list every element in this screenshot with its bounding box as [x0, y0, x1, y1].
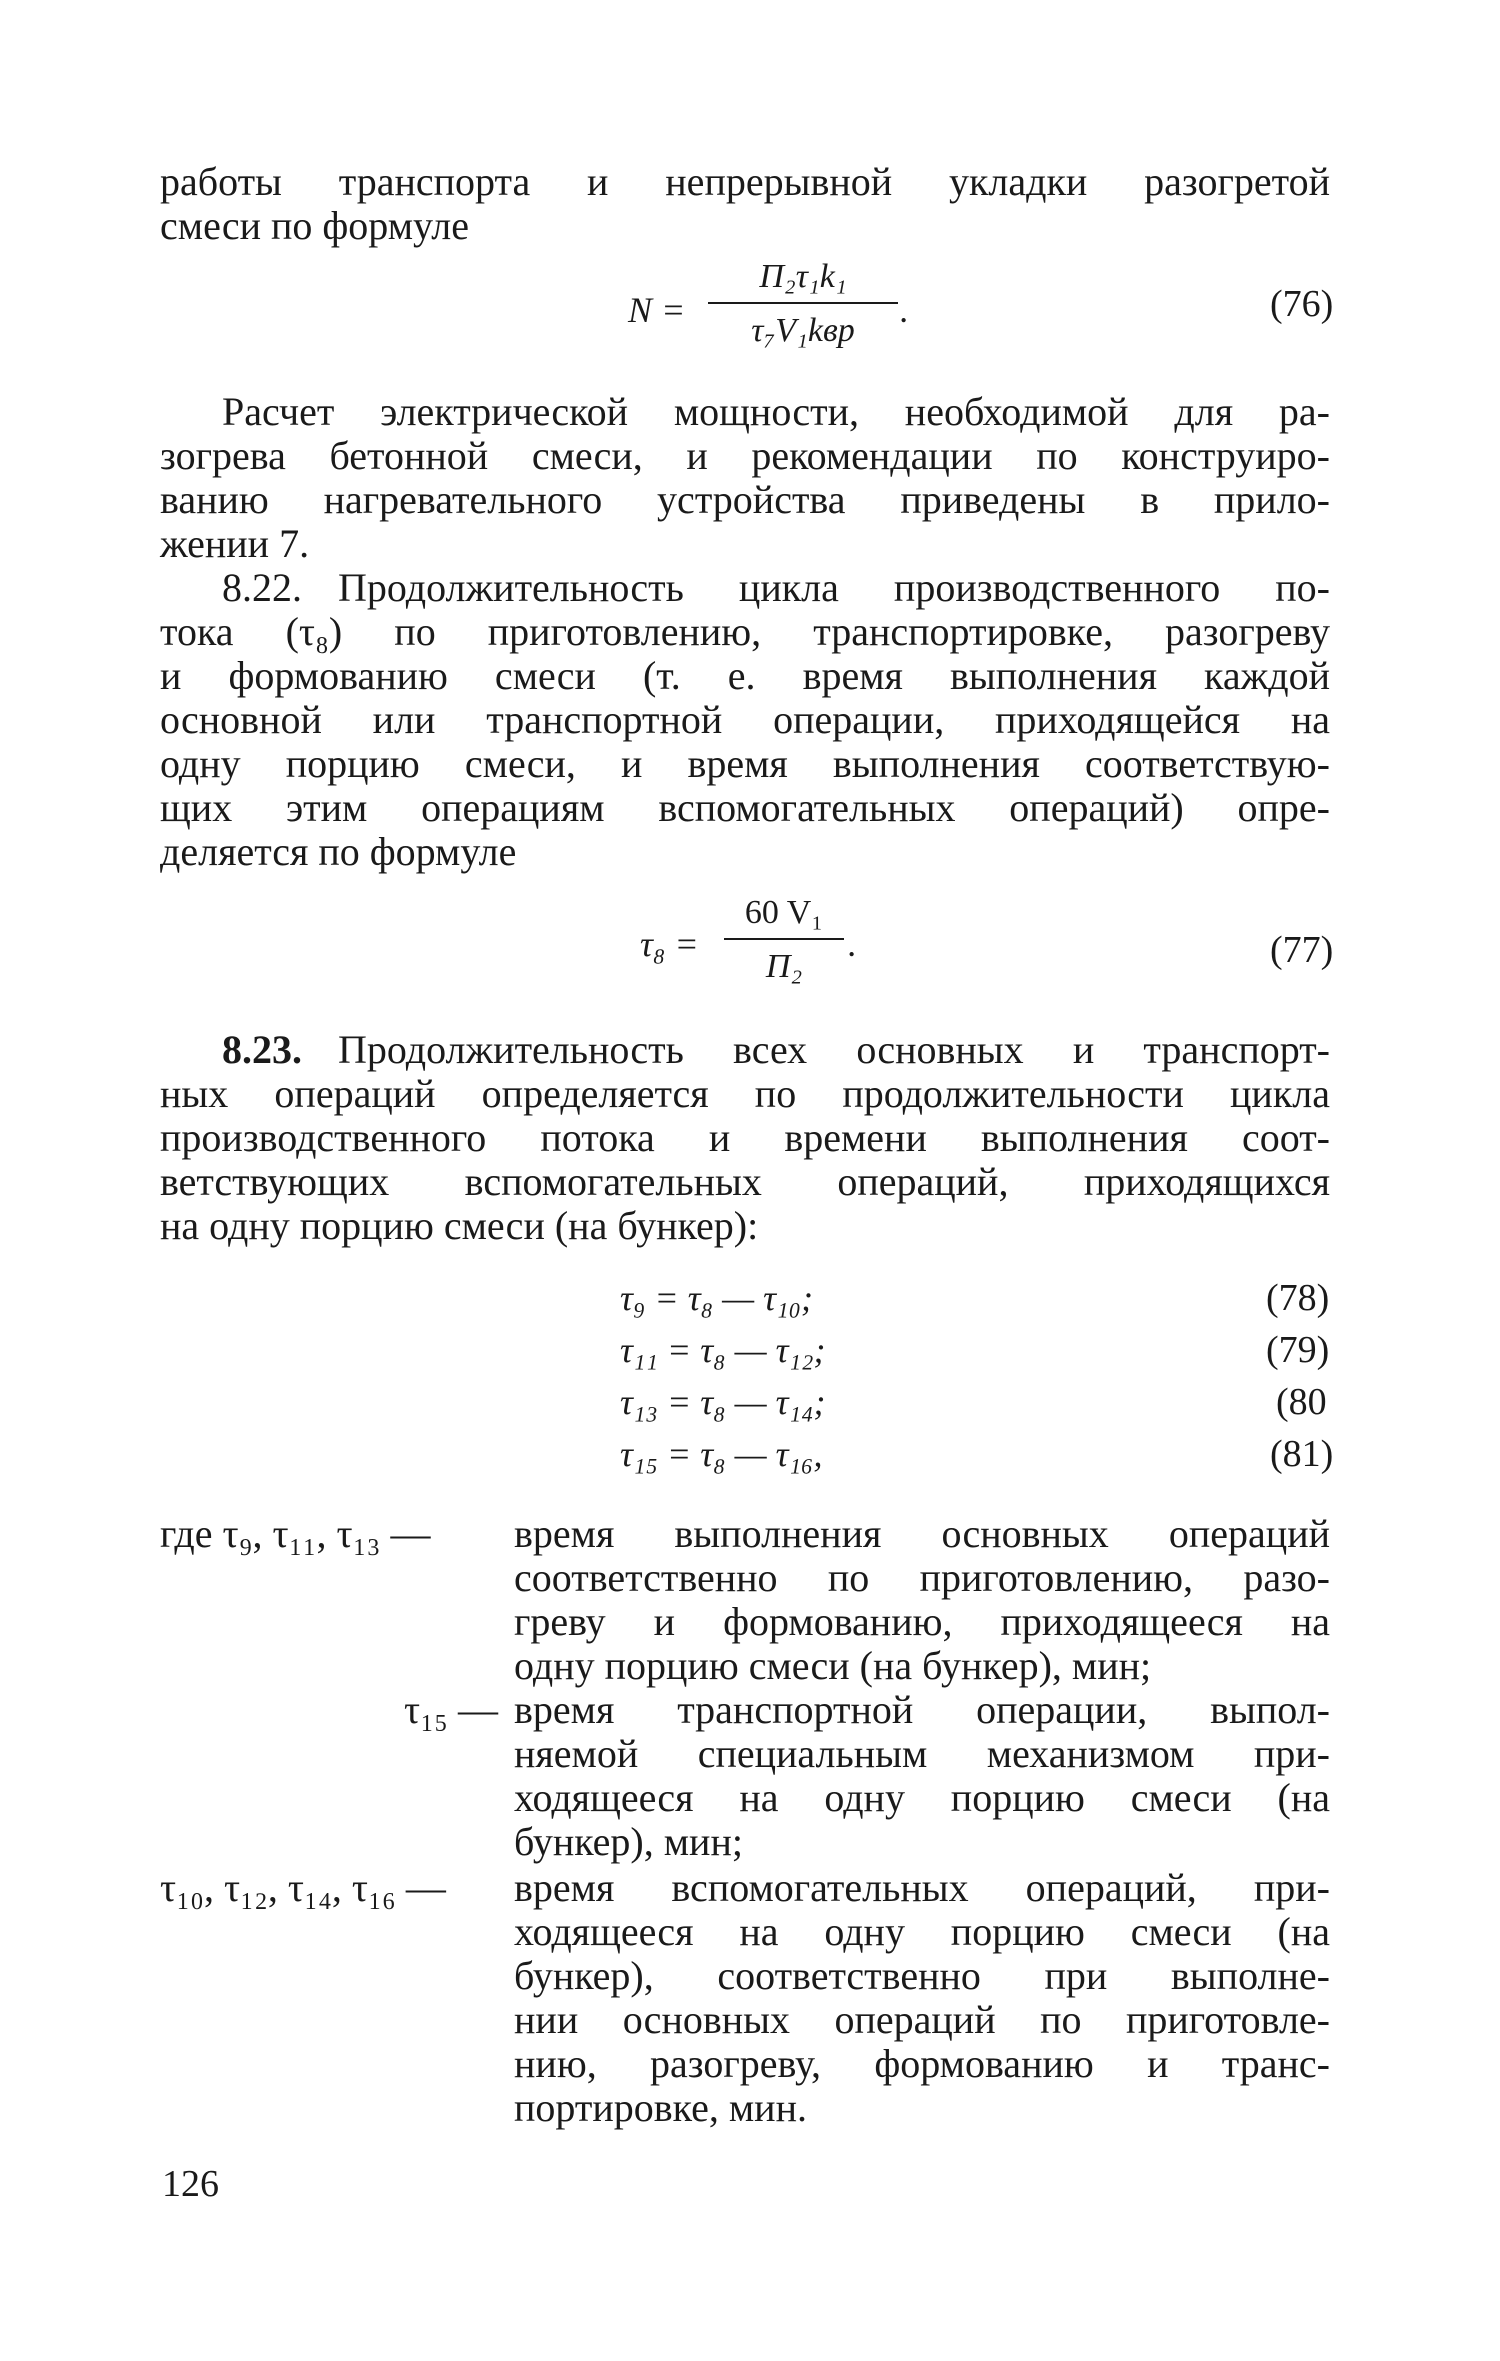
section-822-line-1: Продолжительность цикла производственного по- — [338, 565, 1330, 610]
eq79-formula: τ₁₁ = τ₈ — τ₁₂; — [620, 1330, 826, 1370]
definition-2-line-3: ходящееся на одну порцию смеси (на — [514, 1775, 1330, 1820]
eq78-number: (78) — [1266, 1277, 1330, 1319]
definition-1-line-1: время выполнения основных операций — [514, 1511, 1330, 1556]
eq77-number: (77) — [1270, 929, 1334, 971]
section-823-line-1: Продолжительность всех основных и транспорт- — [338, 1027, 1330, 1072]
section-822-line-6: щих этим операциям вспомогательных операций) опре- — [160, 785, 1330, 830]
eq76-denominator: τ₇V₁kвр — [751, 312, 855, 349]
section-822-line-2: тока (τ₈) по приготовлению, транспортировке, разогреву — [160, 609, 1330, 654]
definition-1-line-2: соответственно по приготовлению, разо- — [514, 1555, 1330, 1600]
section-822-line-4: основной или транспортной операции, приходящейся на — [160, 697, 1330, 742]
page-number: 126 — [162, 2163, 219, 2205]
intro-line-1: работы транспорта и непрерывной укладки разогретой — [160, 159, 1330, 204]
eq77-fraction-bar — [724, 938, 844, 940]
eq76-numerator: П₂τ₁k₁ — [759, 258, 847, 295]
definition-3-line-3: бункер), соответственно при выполне- — [514, 1953, 1330, 1998]
eq80-formula: τ₁₃ = τ₈ — τ₁₄; — [620, 1382, 826, 1422]
para-calc-line-2: зогрева бетонной смеси, и рекомендации по конструиро- — [160, 433, 1330, 478]
definition-3-line-5: нию, разогреву, формованию и транс- — [514, 2041, 1330, 2086]
definition-1-line-3: греву и формованию, приходящееся на — [514, 1599, 1330, 1644]
definition-3-line-4: нии основных операций по приготовле- — [514, 1997, 1330, 2042]
definition-2-term: τ₁₅ — — [404, 1687, 498, 1732]
eq81-number: (81) — [1270, 1433, 1334, 1475]
definition-2-line-4: бункер), мин; — [514, 1819, 743, 1864]
section-822-line-7: деляется по формуле — [160, 829, 517, 874]
definition-3-line-1: время вспомогательных операций, при- — [514, 1865, 1330, 1910]
section-823-line-3: производственного потока и времени выполнения соот- — [160, 1115, 1330, 1160]
section-823-line-2: ных операций определяется по продолжительности цикла — [160, 1071, 1330, 1116]
eq77-denominator: П₂ — [765, 948, 803, 985]
eq77-lhs: τ₈ = — [640, 924, 699, 964]
eq76-tail: . — [900, 290, 909, 330]
eq80-number: (80 — [1276, 1381, 1327, 1423]
section-823-line-5: на одну порцию смеси (на бункер): — [160, 1203, 759, 1248]
para-calc-line-3: ванию нагревательного устройства приведены в прило- — [160, 477, 1330, 522]
intro-line-2: смеси по формуле — [160, 203, 469, 248]
section-823-line-4: ветствующих вспомогательных операций, приходящихся — [160, 1159, 1330, 1204]
section-823-number: 8.23. — [222, 1027, 302, 1072]
definition-3-line-6: портировке, мин. — [514, 2085, 807, 2130]
definition-3-term: τ₁₀, τ₁₂, τ₁₄, τ₁₆ — — [160, 1865, 446, 1910]
eq76-number: (76) — [1270, 283, 1334, 325]
definition-3-line-2: ходящееся на одну порцию смеси (на — [514, 1909, 1330, 1954]
section-822-line-3: и формованию смеси (т. е. время выполнения каждой — [160, 653, 1330, 698]
eq77-tail: . — [848, 924, 857, 964]
definition-1-line-4: одну порцию смеси (на бункер), мин; — [514, 1643, 1152, 1688]
eq77-numerator: 60 V₁ — [744, 894, 824, 931]
definition-2-line-1: время транспортной операции, выпол- — [514, 1687, 1330, 1732]
eq76-lhs: N = — [628, 290, 686, 330]
eq79-number: (79) — [1266, 1329, 1330, 1371]
definition-1-term: где τ₉, τ₁₁, τ₁₃ — — [160, 1511, 431, 1556]
section-822-line-5: одну порцию смеси, и время выполнения соответствую- — [160, 741, 1330, 786]
para-calc-line-4: жении 7. — [160, 521, 310, 566]
eq78-formula: τ₉ = τ₈ — τ₁₀; — [620, 1278, 814, 1318]
eq76-fraction-bar — [708, 302, 898, 304]
eq81-formula: τ₁₅ = τ₈ — τ₁₆, — [620, 1434, 823, 1474]
section-822-number: 8.22. — [222, 565, 302, 610]
para-calc-line-1: Расчет электрической мощности, необходимой для ра- — [222, 389, 1330, 434]
definition-2-line-2: няемой специальным механизмом при- — [514, 1731, 1330, 1776]
